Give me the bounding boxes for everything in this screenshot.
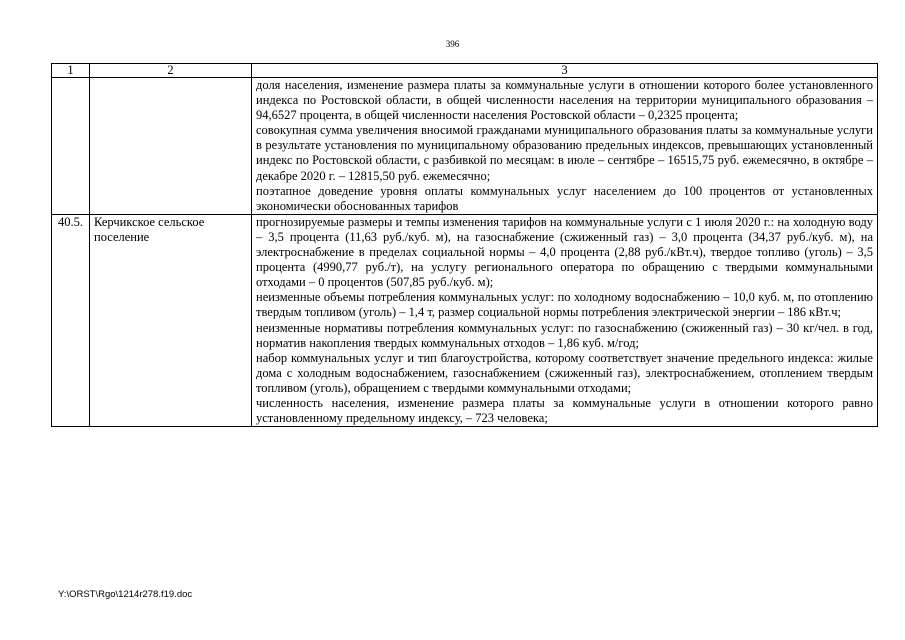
description-cell — [252, 78, 878, 215]
table-row — [52, 214, 878, 426]
table-row — [52, 78, 878, 215]
row-number-cell — [52, 78, 90, 215]
paragraph: численность населения, изменение размера платы за коммунальные услуги в отношении которого равно установленному предельному индексу, – 723 человека; — [256, 395, 873, 426]
document-table — [51, 63, 878, 427]
paragraph: набор коммунальных услуг и тип благоустройства, которому соответствует значение предельного индекса: жилые дома с холодным водоснабжением, газоснабжением (сжиженный газ), электроснабжением, отоплением твердым топливом (уголь), обращением с твердыми коммунальными отходами; — [256, 350, 873, 395]
table-header-row — [52, 64, 878, 78]
description-cell — [252, 214, 878, 426]
paragraph: совокупная сумма увеличения вносимой гражданами муниципального образования платы за коммунальные услуги в результате установления по муниципальному образованию предельных индексов, превышающих установленный индекс по Ростовской области, с разбивкой по месяцам: в июле – сентябре – 16515,75 руб. ежемесячно, в октябре – декабре 2020 г. – 12815,50 руб. ежемесячно; — [256, 123, 873, 183]
column-header-1: 1 — [52, 64, 90, 78]
footer-file-path: Y:\ORST\Rgo\1214r278.f19.doc — [58, 589, 193, 600]
paragraph: поэтапное доведение уровня оплаты коммунальных услуг населением до 100 процентов от установленных экономически обоснованных тарифов — [256, 183, 873, 213]
page-number: 396 — [445, 39, 460, 49]
paragraph: доля населения, изменение размера платы за коммунальные услуги в отношении которого более установленного индекса по Ростовской области, в общей численности населения на территории муниципального образования – 94,6527 процента, в общей численности населения Ростовской области – 0,2325 процента; — [256, 78, 873, 123]
settlement-name-cell — [90, 78, 252, 215]
row-number-cell: 40.5. — [52, 214, 90, 426]
column-header-3: 3 — [252, 64, 878, 78]
paragraph: неизменные нормативы потребления коммунальных услуг: по газоснабжению (сжиженный газ) – 30 кг/чел. в год, норматив накопления твердых коммунальных отходов – 1,86 куб. м/год; — [256, 320, 873, 350]
settlement-name-cell: Керчикское сельское поселение — [90, 214, 252, 426]
paragraph: прогнозируемые размеры и темпы изменения тарифов на коммунальные услуги с 1 июля 2020 г.: на холодную воду – 3,5 процента (11,63 руб./куб. м), на газоснабжение (сжиженный газ) – 3,0 процента (34,37 руб./куб. м), на электроснабжение в пределах социальной нормы – 4,0 процента (2,88 руб./кВт.ч), твердое топливо (уголь) – 3,5 процента (4990,77 руб./т), на услугу регионального оператора по обращению с твердыми коммунальными отходами – 0 процентов (507,85 руб./куб. м); — [256, 214, 873, 290]
column-header-2: 2 — [90, 64, 252, 78]
paragraph: неизменные объемы потребления коммунальных услуг: по холодному водоснабжению – 10,0 куб. м, по отоплению твердым топливом (уголь) – 1,4 т, размер социальной нормы потребления электрической энергии – 186 кВт.ч; — [256, 290, 873, 320]
